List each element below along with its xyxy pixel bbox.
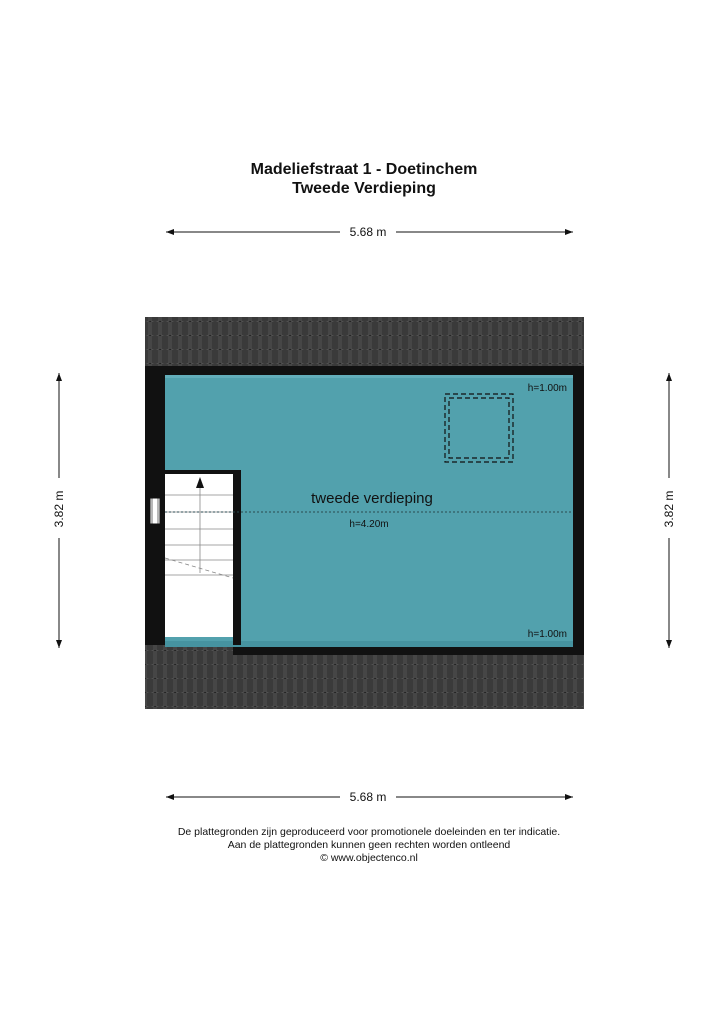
stairwell-wall <box>233 474 241 645</box>
plan-subtitle: Tweede Verdieping <box>292 180 436 197</box>
dimension-bottom <box>166 790 573 804</box>
room-name: tweede verdieping <box>311 490 433 507</box>
disclaimer <box>0 826 728 865</box>
plan-title: Madeliefstraat 1 - Doetinchem <box>250 161 478 178</box>
disclaimer-line-1: De plattegronden zijn geproduceerd voor promotionele doeleinden en ter indicatie. <box>177 826 561 838</box>
room-shade-bottom <box>165 641 573 647</box>
wall-bottom <box>233 647 584 655</box>
roof-tiles-top <box>145 317 584 368</box>
dimension-top-label: 5.68 m <box>349 225 387 239</box>
room-height-center: h=4.20m <box>349 519 389 530</box>
stairwell-wall-top <box>165 470 241 474</box>
room-shade-top <box>165 375 573 378</box>
disclaimer-line-2: Aan de plattegronden kunnen geen rechten worden ontleend <box>227 839 511 851</box>
stairwell <box>165 474 233 637</box>
room-height-bottom: h=1.00m <box>527 629 567 640</box>
room-height-top: h=1.00m <box>527 383 567 394</box>
dimension-right <box>662 373 676 648</box>
dimension-left-label: 3.82 m <box>52 490 66 528</box>
dimension-top <box>166 225 573 239</box>
dimension-left <box>52 373 66 648</box>
wall-right <box>573 366 584 654</box>
copyright: © www.objectenco.nl <box>320 852 418 864</box>
dimension-right-label: 3.82 m <box>662 490 676 528</box>
dimension-bottom-label: 5.68 m <box>349 790 387 804</box>
wall-top <box>145 366 584 375</box>
window-left <box>150 498 160 524</box>
